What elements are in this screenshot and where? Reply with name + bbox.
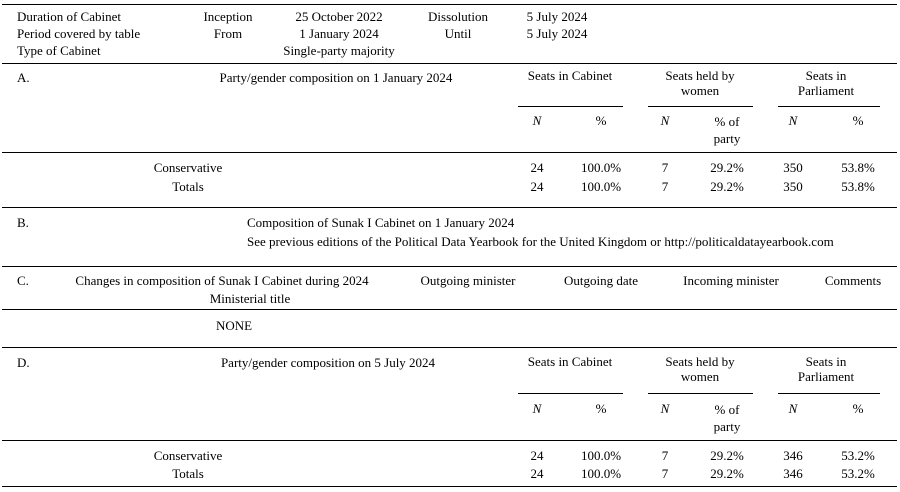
subheader-n: N xyxy=(788,401,798,416)
meta-key: Until xyxy=(444,26,472,41)
cell-n-women: 7 xyxy=(661,179,669,194)
column-group-seats-in-parliament: Seats in Parliament xyxy=(797,354,855,384)
cell-n-women: 7 xyxy=(661,160,669,175)
rule-d-header-bottom xyxy=(2,440,897,441)
subheader-n: N xyxy=(788,113,798,128)
meta-value: 5 July 2024 xyxy=(526,9,588,24)
cell-pct-women: 29.2% xyxy=(710,160,744,175)
subheader-n: N xyxy=(532,113,542,128)
cell-pct-parliament: 53.8% xyxy=(841,160,875,175)
group-underline xyxy=(648,393,753,394)
column-comments: Comments xyxy=(824,273,882,288)
cell-pct-women: 29.2% xyxy=(710,466,744,481)
section-b-note-text: See previous editions of the Political Data Yearbook for the United Kingdom or http://politicaldatayearbook.com xyxy=(247,234,834,249)
cell-pct-women: 29.2% xyxy=(710,448,744,463)
meta-value: Single-party majority xyxy=(283,43,395,58)
column-ministerial-title: Ministerial title xyxy=(209,291,291,306)
column-outgoing-date: Outgoing date xyxy=(563,273,639,288)
cell-pct-cabinet: 100.0% xyxy=(580,448,622,463)
rule-b-bottom xyxy=(2,266,897,267)
meta-key: From xyxy=(213,26,243,41)
meta-value: 1 January 2024 xyxy=(299,26,379,41)
meta-value: 5 July 2024 xyxy=(526,26,588,41)
cell-n-parliament: 346 xyxy=(783,466,803,481)
cell-pct-parliament: 53.2% xyxy=(841,448,875,463)
cell-n-cabinet: 24 xyxy=(530,448,544,463)
cell-n-cabinet: 24 xyxy=(530,160,544,175)
subheader-n: N xyxy=(532,401,542,416)
no-changes-value: NONE xyxy=(215,318,253,333)
section-d-title: Party/gender composition on 5 July 2024 xyxy=(220,355,436,370)
subheader-pct: % xyxy=(595,113,607,128)
party-name: Totals xyxy=(172,466,204,481)
rule-bottom xyxy=(2,486,897,487)
party-name: Conservative xyxy=(153,448,223,463)
meta-value: 25 October 2022 xyxy=(295,9,383,24)
column-group-seats-in-parliament: Seats in Parliament xyxy=(797,68,855,98)
group-underline xyxy=(778,393,880,394)
cell-n-cabinet: 24 xyxy=(530,179,544,194)
column-group-seats-held-by-women: Seats held by women xyxy=(665,68,735,98)
section-a-title: Party/gender composition on 1 January 2024 xyxy=(219,70,453,85)
section-b-title: Composition of Sunak I Cabinet on 1 January 2024 xyxy=(247,215,515,230)
subheader-n: N xyxy=(660,113,670,128)
rule-c-header-bottom xyxy=(2,309,897,310)
rule-meta-bottom xyxy=(2,63,897,64)
meta-key: Dissolution xyxy=(428,9,488,24)
cell-pct-parliament: 53.8% xyxy=(841,179,875,194)
group-underline xyxy=(518,106,623,107)
party-name: Conservative xyxy=(153,160,223,175)
column-group-seats-in-cabinet: Seats in Cabinet xyxy=(527,354,613,369)
section-b-label: B. xyxy=(17,215,29,230)
group-underline xyxy=(778,106,880,107)
subheader-pct-of-party: % of party xyxy=(713,114,741,146)
section-c-title: Changes in composition of Sunak I Cabinet during 2024 xyxy=(75,273,369,288)
meta-label: Period covered by table xyxy=(17,26,141,41)
meta-label: Type of Cabinet xyxy=(17,43,101,58)
cell-pct-cabinet: 100.0% xyxy=(580,466,622,481)
rule-top xyxy=(2,4,897,5)
section-c-label: C. xyxy=(17,273,29,288)
cell-n-parliament: 350 xyxy=(783,179,803,194)
rule-a-bottom xyxy=(2,207,897,208)
party-name: Totals xyxy=(172,179,204,194)
cell-pct-women: 29.2% xyxy=(710,179,744,194)
group-underline xyxy=(518,393,623,394)
section-a-label: A. xyxy=(17,70,30,85)
column-outgoing-minister: Outgoing minister xyxy=(420,273,516,288)
rule-a-header-bottom xyxy=(2,152,897,153)
meta-label: Duration of Cabinet xyxy=(17,9,121,24)
cell-n-women: 7 xyxy=(661,448,669,463)
subheader-pct: % xyxy=(852,401,864,416)
meta-key: Inception xyxy=(203,9,253,24)
column-group-seats-in-cabinet: Seats in Cabinet xyxy=(527,68,613,83)
subheader-pct-of-party: % of party xyxy=(713,402,741,434)
column-incoming-minister: Incoming minister xyxy=(683,273,779,288)
rule-c-bottom xyxy=(2,347,897,348)
cell-pct-parliament: 53.2% xyxy=(841,466,875,481)
subheader-pct: % xyxy=(595,401,607,416)
section-d-label: D. xyxy=(17,355,30,370)
column-group-seats-held-by-women: Seats held by women xyxy=(665,354,735,384)
group-underline xyxy=(648,106,753,107)
cell-n-cabinet: 24 xyxy=(530,466,544,481)
subheader-pct: % xyxy=(852,113,864,128)
subheader-n: N xyxy=(660,401,670,416)
cell-pct-cabinet: 100.0% xyxy=(580,179,622,194)
cell-n-parliament: 350 xyxy=(783,160,803,175)
cell-n-women: 7 xyxy=(661,466,669,481)
cell-pct-cabinet: 100.0% xyxy=(580,160,622,175)
cell-n-parliament: 346 xyxy=(783,448,803,463)
